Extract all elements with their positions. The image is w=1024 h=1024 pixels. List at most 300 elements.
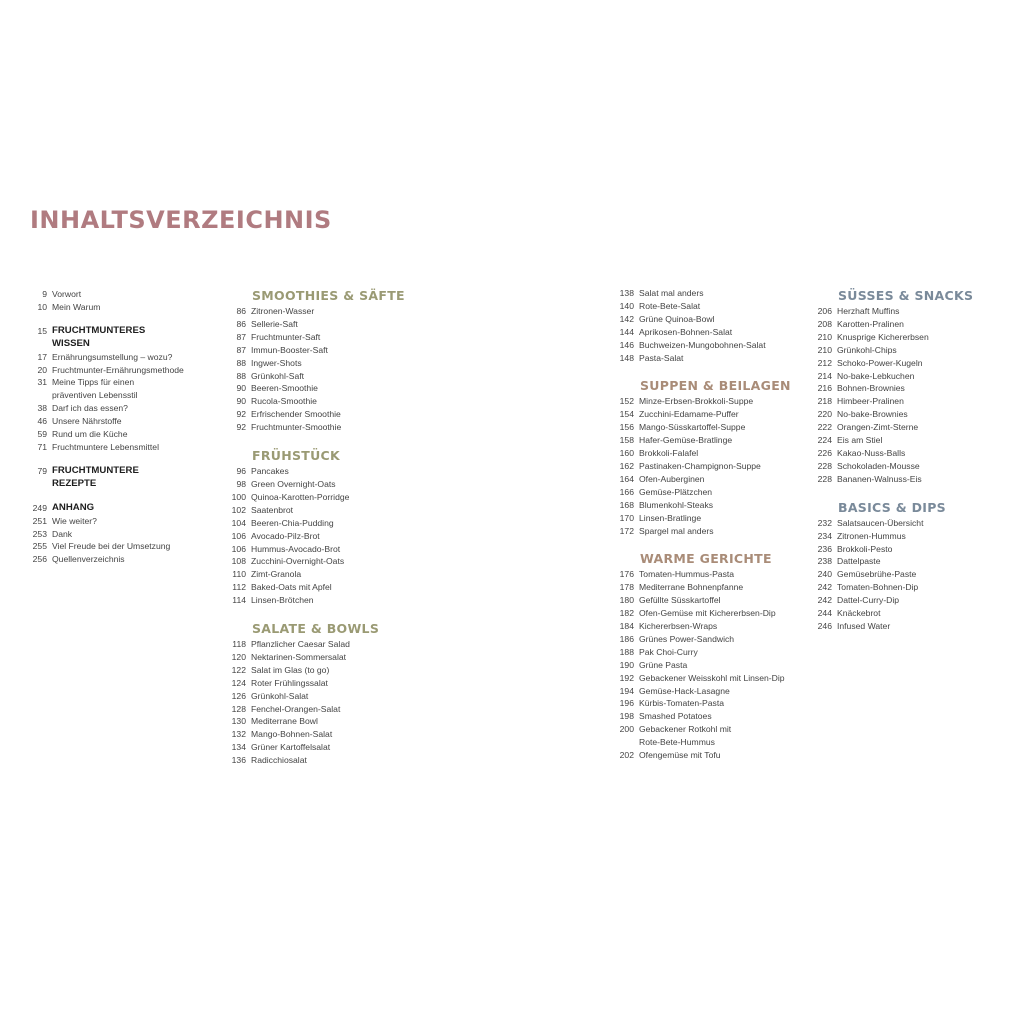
page-number: 86 <box>236 306 246 316</box>
toc-entry <box>229 478 429 491</box>
toc-entry <box>617 486 807 499</box>
toc-chapter-entry <box>30 502 220 515</box>
page-number: 138 <box>619 288 634 298</box>
entry-title: Eis am Stiel <box>837 435 883 446</box>
page-number: 253 <box>32 528 47 539</box>
page-number: 142 <box>619 313 634 324</box>
toc-entry <box>617 499 807 512</box>
entry-title: Pasta-Salat <box>639 352 684 363</box>
toc-entry <box>30 553 220 566</box>
toc-entry <box>229 703 429 716</box>
toc-entry <box>229 754 429 767</box>
toc-entry <box>617 581 807 594</box>
page-number: 59 <box>37 429 47 440</box>
toc-entry <box>30 364 220 377</box>
toc-entry <box>30 351 220 364</box>
toc-entry <box>30 540 220 553</box>
entry-title: Meine Tipps für einen präventiven Lebensstil <box>52 377 138 401</box>
entry-title: Mediterrane Bohnenpfanne <box>639 582 744 593</box>
page-number: 162 <box>619 460 634 471</box>
page-number: 200 <box>619 724 634 735</box>
toc-entry <box>229 344 429 357</box>
page-number: 46 <box>37 416 47 427</box>
page-number: 108 <box>231 556 246 567</box>
toc-entry <box>815 408 1005 421</box>
page-number: 255 <box>32 541 47 552</box>
entry-title: Gefüllte Süsskartoffel <box>639 595 721 606</box>
page-number: 114 <box>232 595 246 606</box>
page-number: 152 <box>619 396 634 407</box>
section-list-suppen <box>617 395 807 537</box>
entry-title: Wie weiter? <box>52 515 97 526</box>
toc-entry <box>229 395 429 408</box>
toc-entry <box>617 352 807 365</box>
toc-entry <box>30 415 220 428</box>
page-number: 156 <box>619 422 634 433</box>
toc-entry <box>815 543 1005 556</box>
toc-entry <box>617 697 807 710</box>
toc-entry <box>229 690 429 703</box>
page-number: 242 <box>817 582 832 593</box>
page-number: 198 <box>619 711 634 722</box>
entry-title: Tomaten-Bohnen-Dip <box>837 582 919 593</box>
page-number: 87 <box>236 344 246 355</box>
entry-title: Quellenverzeichnis <box>52 554 125 565</box>
page-number: 154 <box>619 409 634 420</box>
entry-title: Linsen-Bratlinge <box>639 512 702 523</box>
entry-title: Schoko-Power-Kugeln <box>837 357 923 368</box>
page-number: 218 <box>817 396 832 407</box>
entry-title: Fruchtmunter-Smoothie <box>251 422 342 433</box>
page-number: 172 <box>619 525 634 536</box>
page-number: 184 <box>619 621 634 632</box>
toc-entry <box>229 530 429 543</box>
page-number: 226 <box>817 447 832 458</box>
toc-entry <box>617 685 807 698</box>
page-number: 90 <box>236 396 246 407</box>
toc-entry <box>229 568 429 581</box>
toc-entry <box>229 517 429 530</box>
entry-title: Darf ich das essen? <box>52 403 128 414</box>
entry-title: Dattelpaste <box>837 556 881 567</box>
toc-entry <box>617 395 807 408</box>
entry-title: Knäckebrot <box>837 608 881 619</box>
toc-entry <box>815 473 1005 486</box>
toc-entry <box>617 594 807 607</box>
entry-title: Quinoa-Karotten-Porridge <box>251 491 350 502</box>
page-number: 186 <box>619 633 634 644</box>
entry-title: Green Overnight-Oats <box>251 478 336 489</box>
entry-title: Schokoladen-Mousse <box>837 460 920 471</box>
page-number: 256 <box>32 554 47 565</box>
toc-entry <box>815 357 1005 370</box>
toc-entry <box>815 530 1005 543</box>
toc-entry <box>229 331 429 344</box>
page-number: 194 <box>619 685 634 696</box>
toc-entry <box>617 313 807 326</box>
page-number: 144 <box>619 326 634 337</box>
page-number: 228 <box>817 473 832 484</box>
toc-entry <box>229 728 429 741</box>
toc-column-general <box>30 288 220 566</box>
toc-column-recipes-3 <box>815 288 1005 633</box>
entry-title: No-bake-Lebkuchen <box>837 370 915 381</box>
toc-entry <box>617 633 807 646</box>
toc-entry <box>617 607 807 620</box>
entry-title: Gebackener Rotkohl mit Rote-Bete-Hummus <box>639 724 732 748</box>
entry-title: Minze-Erbsen-Brokkoli-Suppe <box>639 396 754 407</box>
entry-title: Karotten-Pralinen <box>837 318 904 329</box>
toc-entry <box>617 473 807 486</box>
toc-chapter-entry <box>30 325 220 351</box>
entry-title: Erfrischender Smoothie <box>251 409 341 420</box>
toc-entry <box>617 710 807 723</box>
entry-title: Linsen-Brötchen <box>251 595 314 606</box>
toc-entry <box>815 555 1005 568</box>
entry-title: ANHANG <box>52 501 95 513</box>
page-number: 102 <box>231 504 246 515</box>
entry-title: Grünkohl-Salat <box>251 690 309 701</box>
page-number: 104 <box>231 517 246 528</box>
section-heading-suesses: SÜSSES & SNACKS <box>838 288 974 303</box>
entry-title: FRUCHTMUNTERE REZEPTE <box>52 464 139 489</box>
page-number: 251 <box>32 515 47 526</box>
entry-title: Himbeer-Pralinen <box>837 396 904 407</box>
page-number: 166 <box>619 486 634 497</box>
toc-entry <box>229 382 429 395</box>
toc-entry <box>30 515 220 528</box>
toc-entry <box>617 568 807 581</box>
page-number: 190 <box>619 659 634 670</box>
entry-title: Herzhaft Muffins <box>837 306 900 316</box>
entry-title: Rote-Bete-Salat <box>639 300 701 311</box>
section-list-warme <box>617 568 807 762</box>
section-list-salate-continued <box>617 287 807 364</box>
entry-title: Kakao-Nuss-Balls <box>837 447 906 458</box>
toc-entry <box>229 664 429 677</box>
entry-title: Pastinaken-Champignon-Suppe <box>639 460 761 471</box>
page-number: 176 <box>619 569 634 580</box>
page-number: 148 <box>619 352 634 363</box>
section-heading-fruehstueck: FRÜHSTÜCK <box>252 448 341 464</box>
toc-entry <box>815 382 1005 395</box>
page-number: 92 <box>236 409 246 420</box>
entry-title: Salat im Glas (to go) <box>251 664 330 675</box>
toc-entry <box>617 749 807 762</box>
entry-title: Pancakes <box>251 466 289 477</box>
page-number: 110 <box>232 569 246 580</box>
toc-entry <box>617 300 807 313</box>
section-list-fruehstueck <box>229 465 429 607</box>
page-number: 120 <box>231 651 246 662</box>
toc-entry <box>229 594 429 607</box>
page-number: 188 <box>619 646 634 657</box>
entry-title: Ofen-Auberginen <box>639 473 705 484</box>
page-number: 208 <box>817 318 832 329</box>
entry-title: Kichererbsen-Wraps <box>639 621 718 632</box>
page-number: 130 <box>231 716 246 727</box>
toc-entry <box>229 318 429 331</box>
page-title: INHALTSVERZEICHNIS <box>30 206 332 234</box>
page-number: 192 <box>619 672 634 683</box>
toc-entry <box>617 408 807 421</box>
toc-entry <box>30 441 220 454</box>
entry-title: Gemüsebrühe-Paste <box>837 569 917 580</box>
page-number: 88 <box>236 370 246 381</box>
entry-title: Bohnen-Brownies <box>837 383 905 394</box>
toc-entry <box>229 357 429 370</box>
page-number: 88 <box>236 357 246 368</box>
toc-entry <box>617 460 807 473</box>
entry-title: Blumenkohl-Steaks <box>639 499 714 510</box>
page-number: 170 <box>619 512 634 523</box>
entry-title: Mediterrane Bowl <box>251 716 318 727</box>
page-number: 249 <box>32 502 47 513</box>
entry-title: Unsere Nährstoffe <box>52 416 122 427</box>
entry-title: Grüne Quinoa-Bowl <box>639 313 715 324</box>
toc-entry <box>617 434 807 447</box>
entry-title: Zimt-Granola <box>251 569 302 580</box>
entry-title: Ingwer-Shots <box>251 357 302 368</box>
entry-title: Zitronen-Hummus <box>837 530 906 541</box>
entry-title: Sellerie-Saft <box>251 318 298 329</box>
entry-title: Gemüse-Plätzchen <box>639 486 713 497</box>
page-number: 158 <box>619 435 634 446</box>
toc-entry <box>815 607 1005 620</box>
toc-entry <box>617 287 807 300</box>
entry-title: Avocado-Pilz-Brot <box>251 530 320 541</box>
page-number: 196 <box>619 698 634 709</box>
entry-title: Salatsaucen-Übersicht <box>837 517 924 528</box>
page-number: 146 <box>619 339 634 350</box>
toc-entry <box>229 581 429 594</box>
page-number: 160 <box>619 448 634 459</box>
section-heading-warme: WARME GERICHTE <box>640 551 772 567</box>
entry-title: Knusprige Kichererbsen <box>837 331 929 342</box>
toc-entry <box>617 447 807 460</box>
page-number: 228 <box>817 460 832 471</box>
entry-title: Dank <box>52 528 73 539</box>
entry-title: Smashed Potatoes <box>639 711 712 722</box>
page-number: 15 <box>37 325 47 336</box>
entry-title: Tomaten-Hummus-Pasta <box>639 569 735 580</box>
entry-title: Ernährungsumstellung – wozu? <box>52 351 173 362</box>
entry-title: Beeren-Smoothie <box>251 383 318 394</box>
entry-title: Pflanzlicher Caesar Salad <box>251 639 350 650</box>
entry-title: Grüner Kartoffelsalat <box>251 742 331 753</box>
entry-title: Fenchel-Orangen-Salat <box>251 703 341 714</box>
toc-entry <box>815 568 1005 581</box>
toc-entry <box>815 421 1005 434</box>
toc-entry <box>30 376 220 402</box>
page-number: 216 <box>817 383 832 394</box>
entry-title: Grünkohl-Chips <box>837 344 897 355</box>
section-heading-smoothies: SMOOTHIES & SÄFTE <box>252 288 405 303</box>
toc-entry <box>229 305 429 318</box>
toc-entry <box>815 447 1005 460</box>
page-number: 90 <box>236 383 246 394</box>
entry-title: Gemüse-Hack-Lasagne <box>639 685 730 696</box>
entry-title: Ofengemüse mit Tofu <box>639 750 721 761</box>
page-number: 122 <box>231 664 246 675</box>
toc-entry <box>815 305 1005 318</box>
toc-entry <box>30 301 220 314</box>
page-number: 9 <box>42 289 47 299</box>
entry-title: Salat mal anders <box>639 288 704 298</box>
page-number: 20 <box>37 364 47 375</box>
toc-entry <box>30 528 220 541</box>
toc-entry <box>229 715 429 728</box>
page-number: 244 <box>817 608 832 619</box>
entry-title: Radicchiosalat <box>251 755 307 766</box>
page-number: 222 <box>817 422 832 433</box>
page-number: 164 <box>619 473 634 484</box>
entry-title: Rund um die Küche <box>52 429 128 440</box>
page-number: 182 <box>619 608 634 619</box>
toc-entry <box>617 620 807 633</box>
page-number: 98 <box>236 478 246 489</box>
toc-entry <box>617 512 807 525</box>
toc-entry <box>30 288 220 301</box>
page-number: 224 <box>817 435 832 446</box>
toc-entry <box>815 395 1005 408</box>
toc-column-recipes-2 <box>617 287 807 762</box>
entry-title: Aprikosen-Bohnen-Salat <box>639 326 733 337</box>
toc-entry <box>229 465 429 478</box>
toc-entry <box>617 723 807 749</box>
toc-chapter-entry <box>30 465 220 491</box>
page-number: 136 <box>231 755 246 766</box>
toc-entry <box>229 370 429 383</box>
entry-title: Grünkohl-Saft <box>251 370 305 381</box>
section-heading-basics: BASICS & DIPS <box>838 499 946 515</box>
page-number: 87 <box>236 331 246 342</box>
entry-title: No-bake-Brownies <box>837 409 908 420</box>
page-number: 10 <box>37 301 47 312</box>
entry-title: FRUCHTMUNTERES WISSEN <box>52 324 146 349</box>
toc-entry <box>229 504 429 517</box>
toc-entry <box>617 421 807 434</box>
page-number: 212 <box>817 357 832 368</box>
toc-entry <box>229 638 429 651</box>
toc-entry <box>229 651 429 664</box>
entry-title: Dattel-Curry-Dip <box>837 595 900 606</box>
toc-entry <box>815 318 1005 331</box>
toc-entry <box>617 672 807 685</box>
page-number: 112 <box>232 582 246 593</box>
toc-entry <box>617 525 807 538</box>
page-number: 242 <box>817 595 832 606</box>
page-number: 132 <box>231 729 246 740</box>
page-number: 210 <box>817 344 832 355</box>
entry-title: Grüne Pasta <box>639 659 688 670</box>
entry-title: Fruchtmunter-Saft <box>251 331 321 342</box>
page-number: 17 <box>37 351 47 362</box>
entry-title: Mein Warum <box>52 301 101 312</box>
entry-title: Pak Choi-Curry <box>639 646 698 657</box>
toc-entry <box>229 491 429 504</box>
toc-entry <box>617 326 807 339</box>
toc-entry <box>815 620 1005 633</box>
toc-entry <box>617 659 807 672</box>
page-number: 79 <box>37 465 47 476</box>
page-number: 38 <box>37 403 47 414</box>
toc-entry <box>617 339 807 352</box>
toc-entry <box>815 517 1005 530</box>
toc-entry <box>229 555 429 568</box>
toc-entry <box>815 581 1005 594</box>
page-number: 238 <box>817 556 832 567</box>
toc-entry <box>617 646 807 659</box>
section-list-suesses <box>815 305 1005 486</box>
entry-title: Hummus-Avocado-Brot <box>251 543 341 554</box>
section-list-salate <box>229 638 429 767</box>
entry-title: Orangen-Zimt-Sterne <box>837 422 919 433</box>
page-number: 86 <box>236 318 246 329</box>
toc-entry <box>815 460 1005 473</box>
entry-title: Zucchini-Overnight-Oats <box>251 556 345 567</box>
entry-title: Fruchtmuntere Lebensmittel <box>52 441 159 452</box>
entry-title: Mango-Süsskartoffel-Suppe <box>639 422 746 433</box>
entry-title: Saatenbrot <box>251 504 294 515</box>
page-number: 234 <box>817 530 832 541</box>
entry-title: Buchweizen-Mungobohnen-Salat <box>639 339 766 350</box>
page-number: 106 <box>231 543 246 554</box>
page-number: 100 <box>231 491 246 502</box>
entry-title: Nektarinen-Sommersalat <box>251 651 347 662</box>
toc-entry <box>229 408 429 421</box>
entry-title: Rucola-Smoothie <box>251 396 317 407</box>
entry-title: Ofen-Gemüse mit Kichererbsen-Dip <box>639 608 776 619</box>
entry-title: Baked-Oats mit Apfel <box>251 582 332 593</box>
page-number: 134 <box>231 742 246 753</box>
page-number: 178 <box>619 582 634 593</box>
page-number: 180 <box>619 595 634 606</box>
entry-title: Viel Freude bei der Umsetzung <box>52 541 171 552</box>
page-number: 128 <box>231 703 246 714</box>
page-number: 92 <box>236 422 246 433</box>
entry-title: Beeren-Chia-Pudding <box>251 517 334 528</box>
page-number: 168 <box>619 499 634 510</box>
page-number: 206 <box>817 306 832 316</box>
page-number: 232 <box>817 517 832 528</box>
entry-title: Grünes Power-Sandwich <box>639 633 735 644</box>
page-number: 31 <box>37 377 47 388</box>
page-number: 106 <box>231 530 246 541</box>
entry-title: Zitronen-Wasser <box>251 306 315 316</box>
page-number: 140 <box>619 300 634 311</box>
entry-title: Vorwort <box>52 289 82 299</box>
page-number: 202 <box>619 750 634 761</box>
page-number: 210 <box>817 331 832 342</box>
entry-title: Brokkoli-Falafel <box>639 448 699 459</box>
page-number: 71 <box>37 441 47 452</box>
section-list-smoothies <box>229 305 429 434</box>
toc-entry <box>229 677 429 690</box>
toc-entry <box>815 370 1005 383</box>
toc-entry <box>229 421 429 434</box>
page-number: 240 <box>817 569 832 580</box>
entry-title: Roter Frühlingssalat <box>251 677 328 688</box>
toc-entry <box>815 331 1005 344</box>
toc-column-recipes-1 <box>229 288 429 767</box>
page-number: 246 <box>817 620 832 631</box>
entry-title: Gebackener Weisskohl mit Linsen-Dip <box>639 672 785 683</box>
page-number: 236 <box>817 543 832 554</box>
toc-entry <box>30 428 220 441</box>
entry-title: Mango-Bohnen-Salat <box>251 729 333 740</box>
entry-title: Brokkoli-Pesto <box>837 543 893 554</box>
